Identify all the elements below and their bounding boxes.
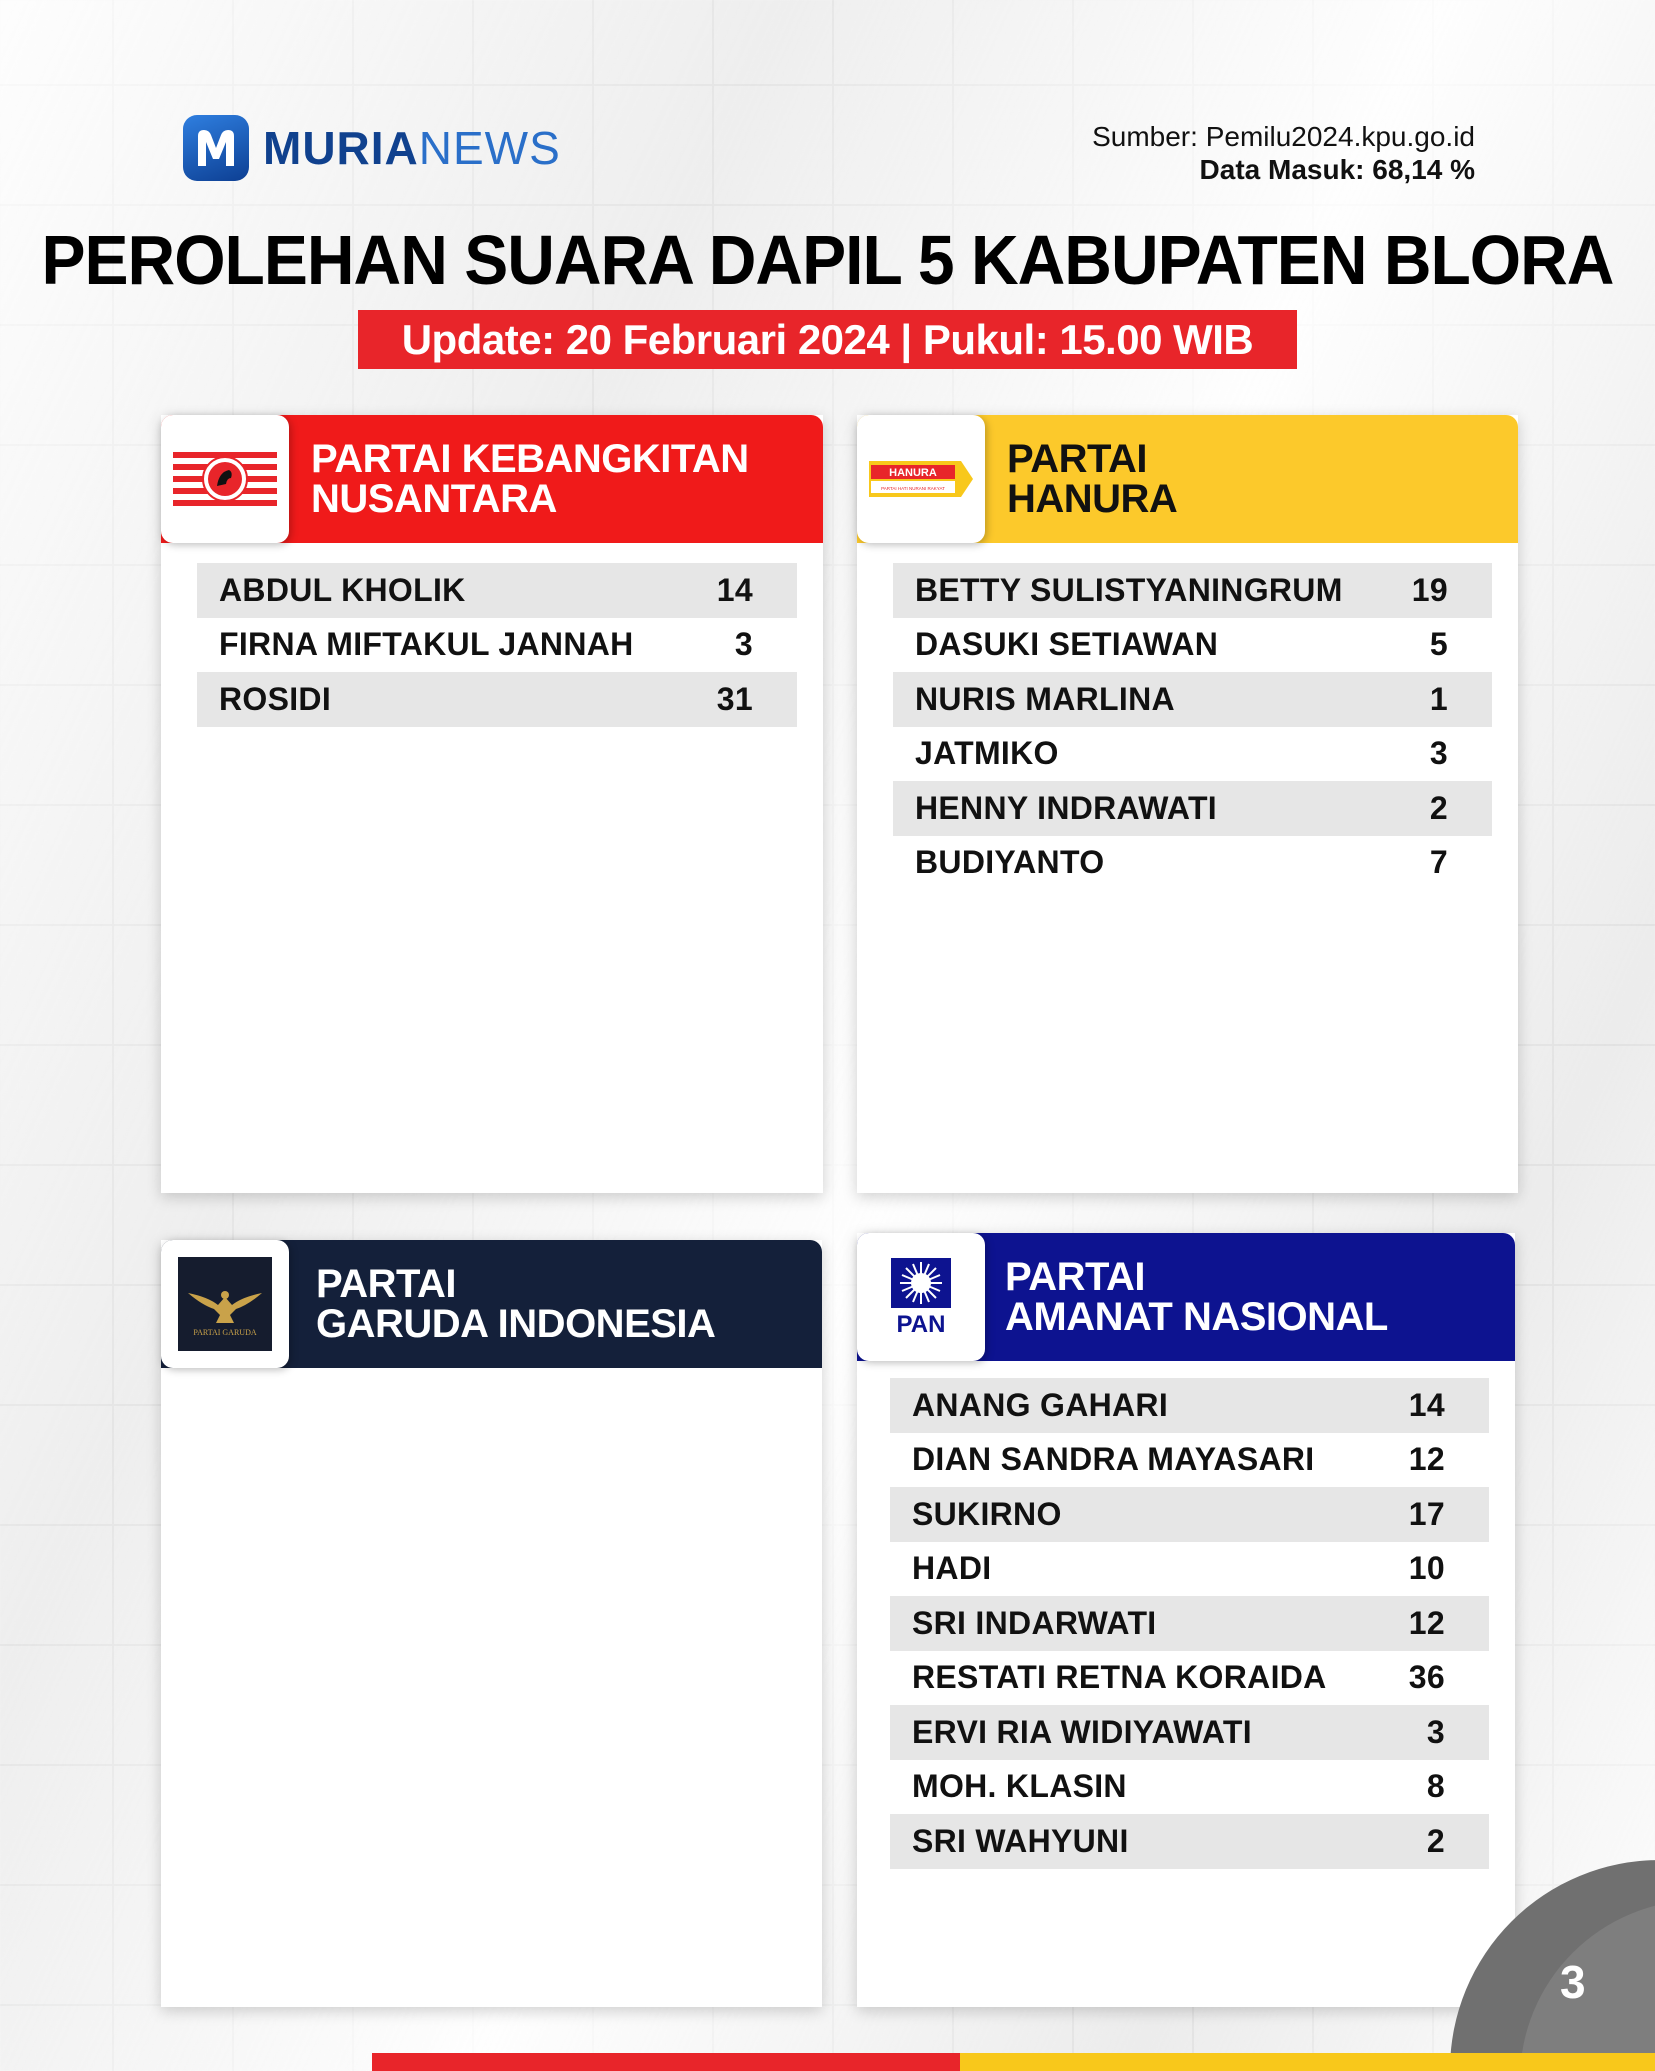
party-card-garuda xyxy=(161,1240,822,2007)
candidate-votes: 7 xyxy=(1429,844,1448,881)
party-card-hanura xyxy=(857,415,1518,1193)
candidate-name: SRI WAHYUNI xyxy=(912,1822,1129,1859)
footer-strip-yellow xyxy=(960,2053,1655,2071)
party-card-pkn xyxy=(161,415,823,1193)
table-row xyxy=(890,1487,1489,1542)
candidate-votes: 12 xyxy=(1408,1604,1445,1641)
candidate-name: DIAN SANDRA MAYASARI xyxy=(912,1441,1315,1478)
table-row xyxy=(893,727,1492,782)
candidate-name: RESTATI RETNA KORAIDA xyxy=(912,1659,1327,1696)
hanura-logo xyxy=(857,415,985,543)
party-name-garuda xyxy=(316,1264,802,1344)
candidate-votes: 14 xyxy=(716,571,753,608)
candidate-name: ERVI RIA WIDIYAWATI xyxy=(912,1713,1252,1750)
candidate-votes: 31 xyxy=(716,680,753,717)
candidate-name: DASUKI SETIAWAN xyxy=(915,626,1219,663)
data-source xyxy=(1092,120,1475,186)
candidate-votes: 1 xyxy=(1429,680,1448,717)
pkn-flag-icon xyxy=(173,448,277,510)
candidate-votes: 2 xyxy=(1429,789,1448,826)
candidate-name: JATMIKO xyxy=(915,735,1059,772)
table-row xyxy=(893,781,1492,836)
table-row xyxy=(893,563,1492,618)
candidate-votes: 19 xyxy=(1411,571,1448,608)
candidate-name: HADI xyxy=(912,1550,992,1587)
garuda-logo xyxy=(161,1240,289,1368)
candidate-name: ANANG GAHARI xyxy=(912,1386,1169,1423)
candidate-name: ROSIDI xyxy=(219,680,332,717)
table-row xyxy=(890,1433,1489,1488)
garuda-logo-text: PARTAI GARUDA xyxy=(193,1328,257,1337)
candidate-votes: 3 xyxy=(1426,1713,1445,1750)
party-header-hanura xyxy=(857,415,1518,543)
candidate-votes: 3 xyxy=(734,626,753,663)
candidate-name: ABDUL KHOLIK xyxy=(219,571,466,608)
candidate-votes: 8 xyxy=(1426,1768,1445,1805)
candidate-name: BETTY SULISTYANINGRUM xyxy=(915,571,1343,608)
party-name-pan xyxy=(1005,1257,1495,1337)
table-row xyxy=(890,1596,1489,1651)
party-name-line1: PARTAI xyxy=(1007,437,1147,481)
hanura-logo-text: HANURA xyxy=(889,467,937,479)
candidate-list-pkn xyxy=(197,563,797,727)
table-row xyxy=(890,1542,1489,1597)
candidate-votes: 3 xyxy=(1429,735,1448,772)
page-title: PEROLEHAN SUARA DAPIL 5 KABUPATEN BLORA xyxy=(41,221,1614,299)
party-name-hanura xyxy=(1007,439,1498,519)
page-number: 3 xyxy=(1560,1956,1586,2008)
candidate-votes: 17 xyxy=(1408,1495,1445,1532)
party-name-pkn xyxy=(311,439,803,519)
candidate-list-hanura xyxy=(893,563,1492,890)
pan-sun-icon xyxy=(881,1252,961,1342)
candidate-name: HENNY INDRAWATI xyxy=(915,789,1217,826)
table-row xyxy=(890,1705,1489,1760)
table-row xyxy=(197,672,797,727)
party-name-line2: GARUDA INDONESIA xyxy=(316,1302,716,1346)
pkn-logo xyxy=(161,415,289,543)
data-masuk-line: Data Masuk: 68,14 % xyxy=(1199,154,1475,185)
party-name-line2: NUSANTARA xyxy=(311,477,557,521)
party-name-line2: AMANAT NASIONAL xyxy=(1005,1295,1388,1339)
party-name-line1: PARTAI KEBANGKITAN xyxy=(311,437,749,481)
candidate-votes: 12 xyxy=(1408,1441,1445,1478)
party-name-line2: HANURA xyxy=(1007,477,1178,521)
hanura-logo-subtext: PARTAI HATI NURANI RAKYAT xyxy=(881,486,945,491)
candidate-name: SUKIRNO xyxy=(912,1495,1062,1532)
candidate-name: BUDIYANTO xyxy=(915,844,1105,881)
party-card-pan xyxy=(857,1233,1515,2007)
muria-news-wordmark xyxy=(263,121,561,175)
party-name-line1: PARTAI xyxy=(1005,1255,1145,1299)
source-line: Sumber: Pemilu2024.kpu.go.id xyxy=(1092,121,1475,152)
candidate-list-pan xyxy=(890,1378,1489,1869)
muria-news-logo xyxy=(183,115,561,181)
brand-name-light: NEWS xyxy=(418,122,561,174)
table-row xyxy=(890,1760,1489,1815)
candidate-votes: 2 xyxy=(1426,1822,1445,1859)
garuda-eagle-icon xyxy=(178,1257,272,1351)
candidate-votes: 14 xyxy=(1408,1386,1445,1423)
table-row xyxy=(890,1651,1489,1706)
pan-logo xyxy=(857,1233,985,1361)
party-header-pkn xyxy=(161,415,823,543)
hanura-logo-icon xyxy=(865,447,977,511)
candidate-name: FIRNA MIFTAKUL JANNAH xyxy=(219,626,634,663)
table-row xyxy=(197,618,797,673)
table-row xyxy=(893,672,1492,727)
muria-news-logo-icon xyxy=(183,115,249,181)
candidate-name: NURIS MARLINA xyxy=(915,680,1175,717)
candidate-votes: 36 xyxy=(1408,1659,1445,1696)
party-name-line1: PARTAI xyxy=(316,1262,456,1306)
table-row xyxy=(893,618,1492,673)
candidate-votes: 10 xyxy=(1408,1550,1445,1587)
table-row xyxy=(893,836,1492,891)
candidate-name: MOH. KLASIN xyxy=(912,1768,1127,1805)
brand-name-bold: MURIA xyxy=(263,122,419,174)
table-row xyxy=(197,563,797,618)
candidate-name: SRI INDARWATI xyxy=(912,1604,1157,1641)
table-row xyxy=(890,1814,1489,1869)
candidate-votes: 5 xyxy=(1429,626,1448,663)
pan-logo-text: PAN xyxy=(896,1311,946,1338)
table-row xyxy=(890,1378,1489,1433)
party-header-pan xyxy=(857,1233,1515,1361)
update-banner: Update: 20 Februari 2024 | Pukul: 15.00 WIB xyxy=(358,310,1297,369)
footer-strip-red xyxy=(372,2053,960,2071)
party-header-garuda xyxy=(161,1240,822,1368)
